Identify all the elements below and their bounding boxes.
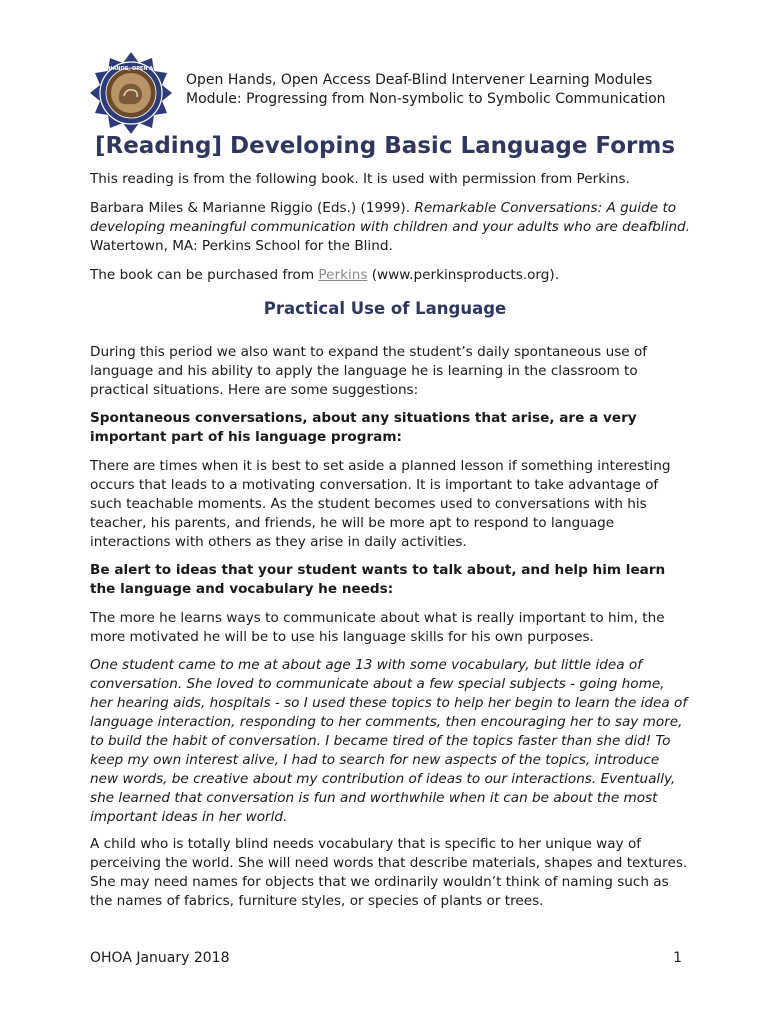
page-number: 1 (673, 950, 682, 966)
purchase-text: The book can be purchased from (90, 267, 319, 283)
purchase-note (90, 266, 690, 285)
paragraph-teachable-moments: There are times when it is best to set aside a planned lesson if something interesting occurs that leads to a motivating conversation. It is important to take advantage of such teachable moments. As the student becomes used to conversations with his teacher, his parents, and friends, he will be more apt to respond to language interactions with others as they arise in daily activities. (90, 458, 671, 550)
module-header (186, 71, 666, 109)
heading-be-alert: Be alert to ideas that your student wants to talk about, and help him learn the language and vocabulary he needs: (90, 562, 666, 597)
footer-date: OHOA January 2018 (90, 950, 230, 966)
paragraph-intro: During this period we also want to expand the student’s daily spontaneous use of language and his ability to apply the language he is learning in the classroom to practical situations. Here are some suggestions: (90, 344, 648, 398)
citation-publisher: Watertown, MA: Perkins School for the Blind. (90, 238, 393, 254)
citation-authors: Barbara Miles & Marianne Riggio (Eds.) (1999). (90, 200, 415, 216)
purchase-url-text: (www.perkinsproducts.org). (367, 267, 560, 283)
svg-text:OPEN HANDS, OPEN ACCESS: OPEN HANDS, OPEN ACCESS (91, 66, 171, 72)
module-title: Module: Progressing from Non-symbolic to Symbolic Communication (186, 91, 666, 107)
book-citation (90, 199, 690, 256)
citation-title: Remarkable Conversations: A guide to developing meaningful communication with children and your adults who are deafblind. (90, 200, 691, 235)
ohoa-logo (88, 50, 174, 136)
perkins-link[interactable]: Perkins (318, 267, 368, 283)
series-title: Open Hands, Open Access Deaf-Blind Intervener Learning Modules (186, 72, 653, 88)
section-title: Practical Use of Language (263, 299, 507, 318)
heading-spontaneous-conversations: Spontaneous conversations, about any situations that arise, are a very important part of his language program: (90, 410, 637, 445)
permission-note: This reading is from the following book. It is used with permission from Perkins. (90, 171, 630, 187)
page-title: [Reading] Developing Basic Language Forms (94, 133, 676, 159)
paragraph-blind-vocabulary: A child who is totally blind needs vocabulary that is specific to her unique way of perceiving the world. She will need words that describe materials, shapes and textures. She may need names for objects that we ordinarily wouldn’t think of naming such as the names of fabrics, furniture styles, or species of plants or trees. (90, 836, 688, 909)
quote-student-story: One student came to me at about age 13 with some vocabulary, but little idea of conversation. She loved to communicate about a few special subjects - going home, her hearing aids, hospitals - so I used these topics to help her begin to learn the idea of language interaction, responding to her comments, then encouraging her to say more, to build the habit of conversation. I became tired of the topics faster than she did! To keep my own interest alive, I had to search for new aspects of the topics, introduce new words, be creative about my contribution of ideas to our interactions. Eventually, she learned that conversation is fun and worthwhile when it can be about the most important ideas in her world. (90, 657, 688, 825)
paragraph-motivation: The more he learns ways to communicate about what is really important to him, the more motivated he will be to use his language skills for his own purposes. (90, 610, 665, 645)
